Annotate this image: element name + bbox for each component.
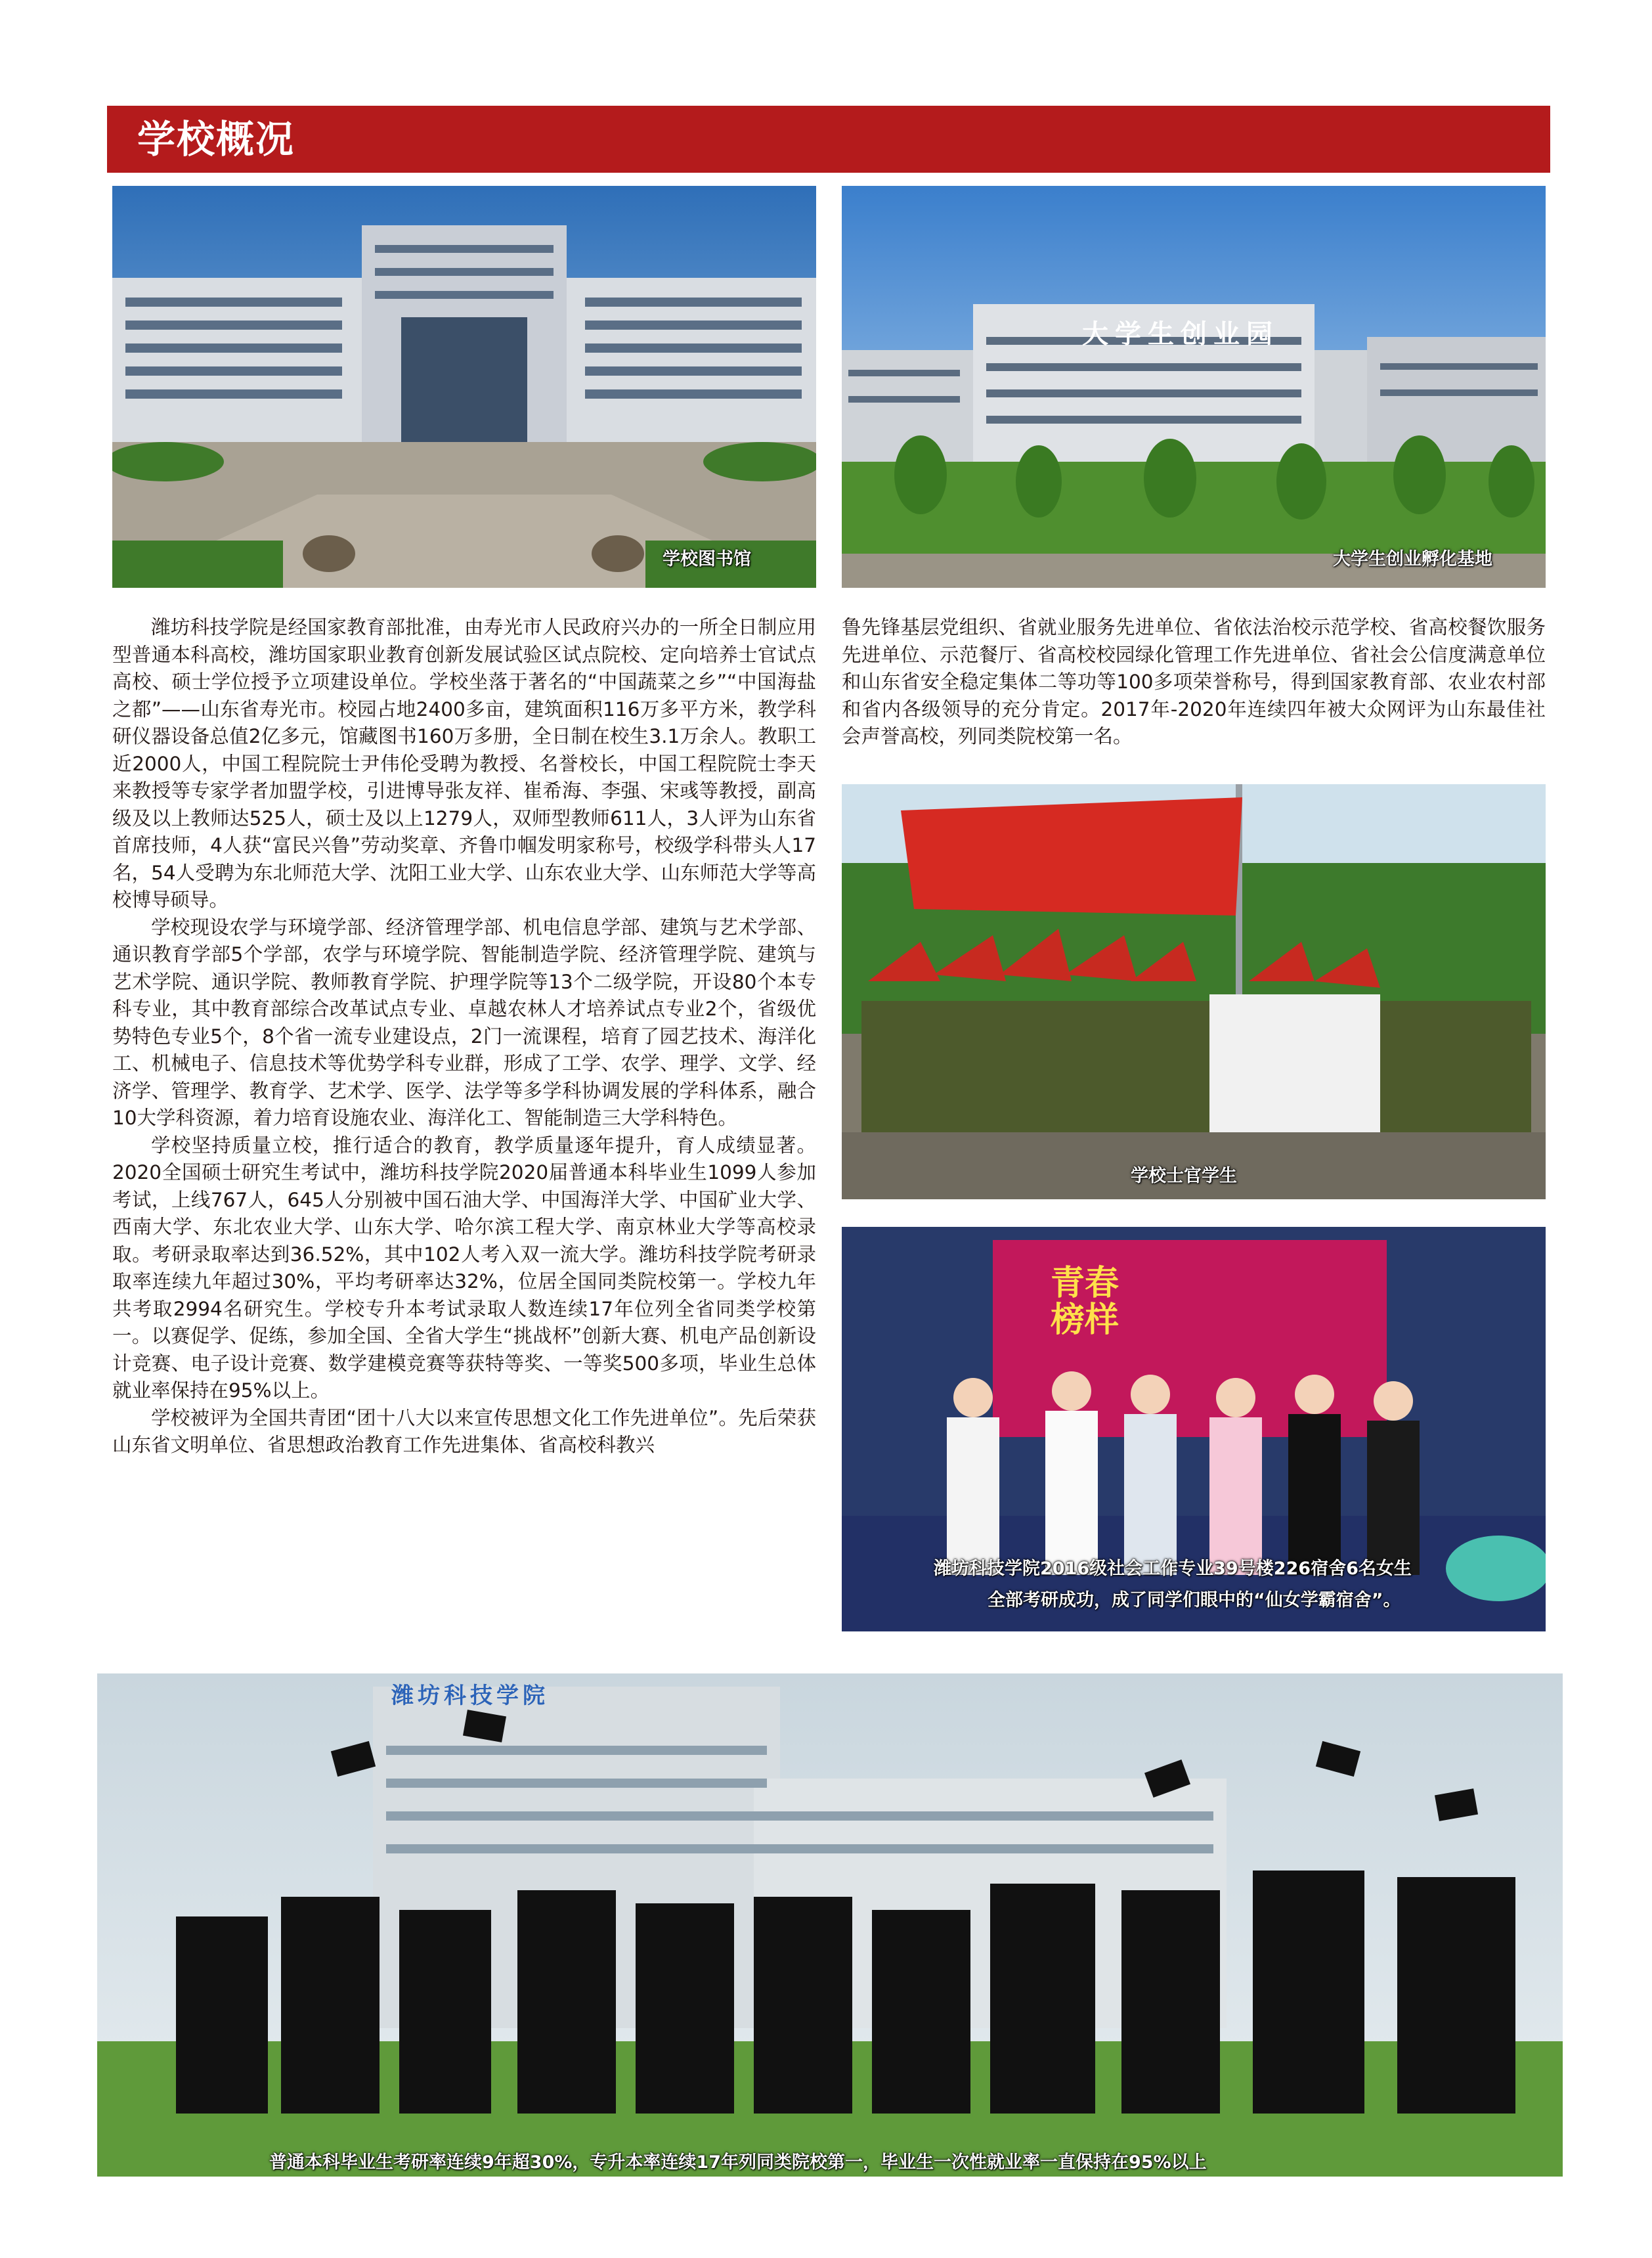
incubator-photo <box>842 186 1546 588</box>
incubator-caption: 大学生创业孵化基地 <box>1333 549 1492 569</box>
incubator-sign-text: 大学生创业园 <box>1082 319 1279 349</box>
dorm-caption-line2: 全部考研成功，成了同学们眼中的“仙女学霸宿舍”。 <box>988 1590 1401 1610</box>
library-caption: 学校图书馆 <box>663 549 751 569</box>
intro-paragraph: 潍坊科技学院是经国家教育部批准，由寿光市人民政府兴办的一所全日制应用型普通本科高校，潍坊国家职业教育创新发展试验区试点院校、定向培养士官试点高校、硕士学位授予立项建设单位。学校坐落于著名的“中国蔬菜之乡”“中国海盐之都”——山东省寿光市。校园占地2400多亩，建筑面积116万多平方米，教学科研仪器设备总值2亿多元，馆藏图书160万多册，全日制在校生3.1万余人。教职工近2000人，中国工程院院士尹伟伦受聘为教授、名誉校长，中国工程院院士李天来教授等专家学者加盟学校，引进博导张友祥、崔希海、李强、宋彧等教授，副高级及以上教师达525人，硕士及以上1279人，双师型教师611人，3人评为山东省首席技师，4人获“富民兴鲁”劳动奖章、齐鲁巾帼发明家称号，校级学科带头人17名，54人受聘为东北师范大学、沈阳工业大学、山东农业大学、山东师范大学等高校博导硕导。 <box>112 616 816 911</box>
library-illustration <box>112 186 816 588</box>
intro-paragraph-continued: 鲁先锋基层党组织、省就业服务先进单位、省依法治校示范学校、省高校餐饮服务先进单位、示范餐厅、省高校校园绿化管理工作先进单位、省社会公信度满意单位和山东省安全稳定集体二等功等100多项荣誉称号，得到国家教育部、农业农村部和省内各级领导的充分肯定。2017年-2020年连续四年被大众网评为山东最佳社会声誉高校，列同类院校第一名。 <box>842 616 1546 747</box>
graduates-photo <box>97 1673 1563 2177</box>
grad-building-banner: 潍坊科技学院 <box>391 1683 549 1709</box>
graduates-illustration <box>97 1673 1563 2177</box>
incubator-illustration <box>842 186 1546 588</box>
intro-paragraph: 学校坚持质量立校，推行适合的教育，教学质量逐年提升，育人成绩显著。2020全国硕士研究生考试中，潍坊科技学院2020届普通本科毕业生1099人参加考试，上线767人，645人分别被中国石油大学、中国海洋大学、中国矿业大学、西南大学、东北农业大学、山东大学、哈尔滨工程大学、南京林业大学等高校录取。考研录取率达到36.52%，其中102人考入双一流大学。潍坊科技学院考研录取率连续九年超过30%，平均考研率达32%，位居全国同类院校第一。学校九年共考取2994名研究生。学校专升本考试录取人数连续17年位列全省同类学校第一。以赛促学、促练，参加全国、全省大学生“挑战杯”创新大赛、机电产品创新设计竞赛、电子设计竞赛、数学建模竞赛等获特等奖、一等奖500多项，毕业生总体就业率保持在95%以上。 <box>112 1134 816 1402</box>
intro-paragraph: 学校现设农学与环境学部、经济管理学部、机电信息学部、建筑与艺术学部、通识教育学部5个学部，农学与环境学院、智能制造学院、经济管理学院、建筑与艺术学院、通识学院、教师教育学院、护理学院等13个二级学院，开设80个本专科专业，其中教育部综合改革试点专业、卓越农林人才培养试点专业2个，省级优势特色专业5个，8个省一流专业建设点，2门一流课程，培育了园艺技术、海洋化工、机械电子、信息技术等优势学科专业群，形成了工学、农学、理学、文学、经济学、管理学、教育学、艺术学、医学、法学等多学科协调发展的学科体系，融合10大学科资源，着力培育设施农业、海洋化工、智能制造三大学科特色。 <box>112 916 816 1129</box>
section-title: 学校概况 <box>137 117 295 162</box>
library-photo <box>112 186 816 588</box>
dorm-board-text: 青春榜样 <box>1051 1264 1119 1340</box>
intro-paragraph: 学校被评为全国共青团“团十八大以来宣传思想文化工作先进单位”。先后荣获山东省文明单位、省思想政治教育工作先进集体、省高校科教兴 <box>112 1406 816 1456</box>
section-header-bar <box>107 106 1550 173</box>
cadets-photo <box>842 784 1546 1199</box>
cadets-illustration <box>842 784 1546 1199</box>
intro-text-right <box>842 614 1546 751</box>
dorm-photo <box>842 1227 1546 1631</box>
cadets-caption: 学校士官学生 <box>1131 1166 1237 1186</box>
intro-text-left <box>112 614 816 1459</box>
graduates-caption: 普通本科毕业生考研率连续9年超30%，专升本率连续17年列同类院校第一，毕业生一次性就业率一直保持在95%以上 <box>269 2152 1207 2173</box>
dorm-caption-line1: 潍坊科技学院2016级社会工作专业39号楼226宿舍6名女生 <box>934 1559 1412 1579</box>
